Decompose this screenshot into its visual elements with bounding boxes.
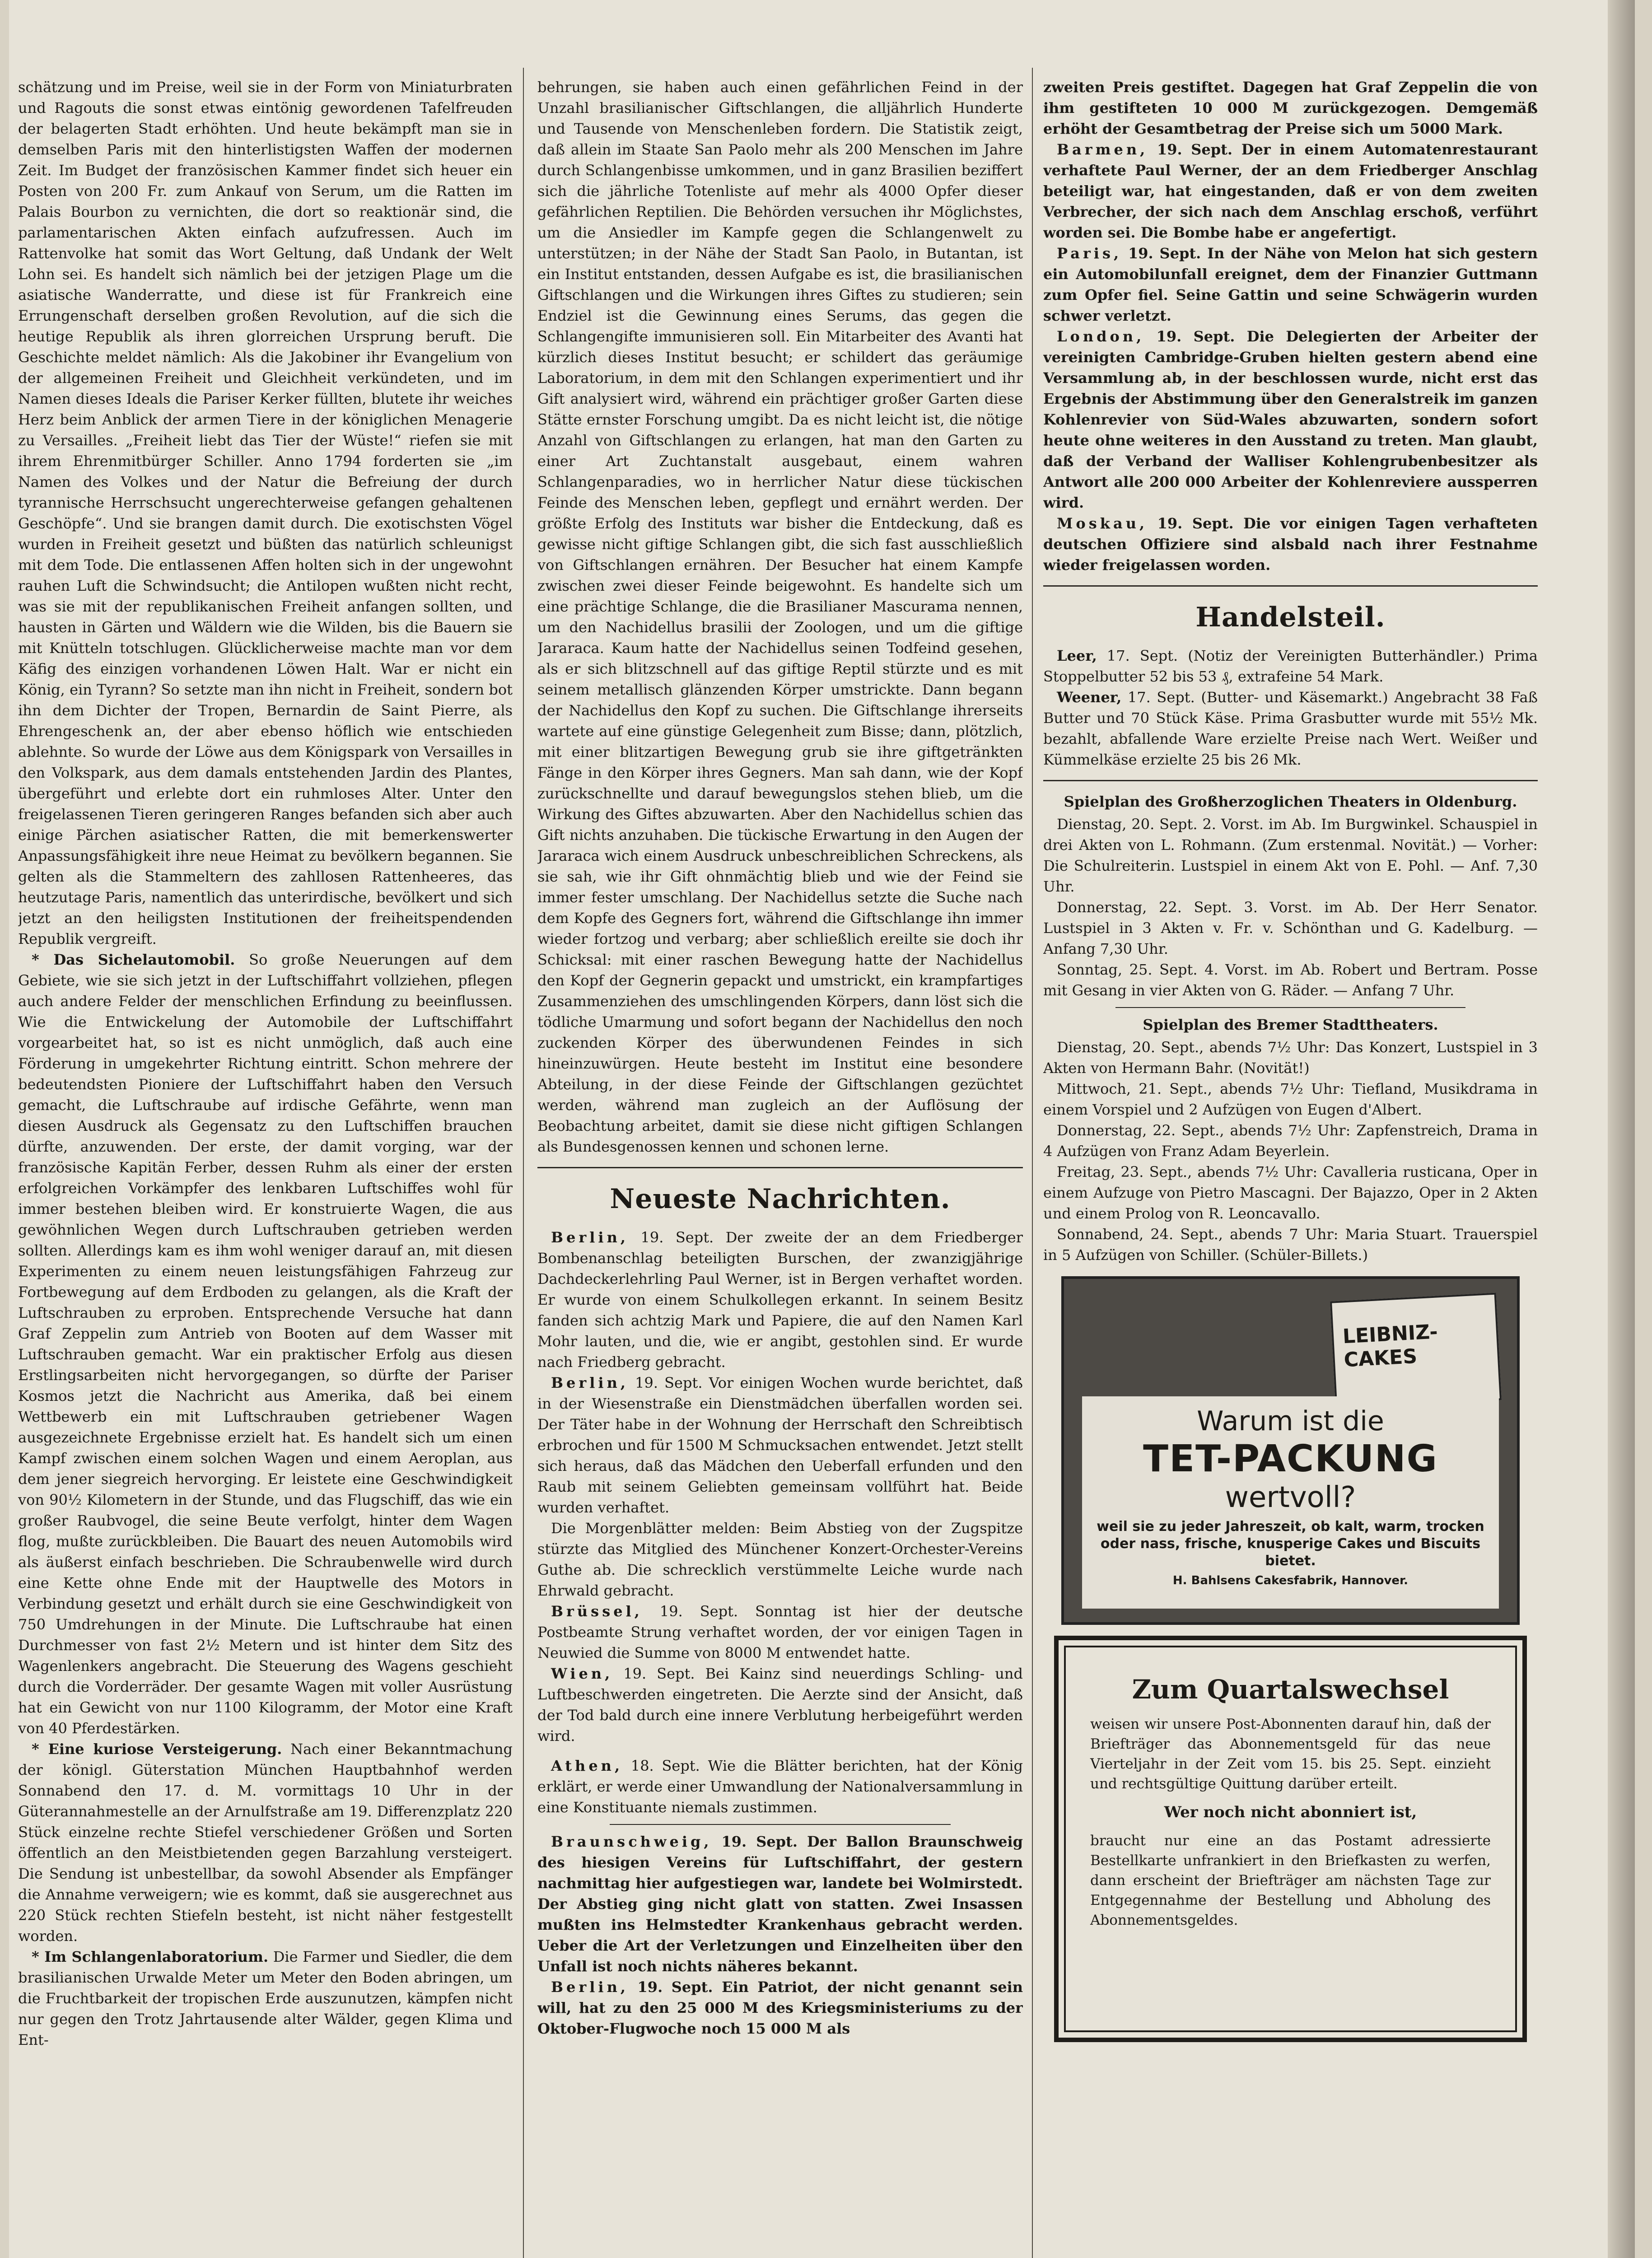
section-divider <box>537 1167 1023 1168</box>
notice-title: Zum Quartalswechsel <box>1132 1674 1449 1705</box>
section-divider <box>1043 780 1538 781</box>
divider <box>1115 1007 1465 1008</box>
news-item-bold: Barmen, 19. Sept. Der in einem Automatenrestaurant verhaftete Paul Werner, der an dem Friedberger Anschlag beteiligt war, hat eingestanden, daß er von dem zweiten Verbrecher, der sich nach dem Anschlag erschoß, verführt worden sei. Die Bombe habe er angefertigt. <box>1043 141 1538 241</box>
column-right <box>1043 77 1538 2258</box>
theater-entry: Dienstag, 20. Sept., abends 7½ Uhr: Das Konzert, Lustspiel in 3 Akten von Hermann Bahr. (Novität!) <box>1043 1039 1538 1077</box>
news-item-bold: zweiten Preis gestiftet. Dagegen hat Graf Zeppelin die von ihm gestifteten 10 000 M zurückgezogen. Demgemäß erhöht der Gesamtbetrag der Preise sich um 5000 Mark. <box>1043 79 1538 137</box>
column-rule <box>1032 68 1033 2258</box>
cakes-box-image: LEIBNIZ-CAKES <box>1330 1293 1502 1409</box>
article-title: * Eine kuriose Versteigerung. <box>32 1740 282 1758</box>
notice-text: braucht nur eine an das Postamt adressierte Bestellkarte unfrankiert in den Briefkasten zu werfen, dann erscheint der Briefträger am nächsten Tage zur Entgegennahme der Bestellung und Abholung des Abonnementsgeldes. <box>1090 1833 1491 1928</box>
article-paragraph: schätzung und im Preise, weil sie in der Form von Miniaturbraten und Ragouts die sonst etwas eintönig gewordenen Tafelfreuden der belagerten Stadt erhöhten. Und heute bekämpft man sie in demselben Paris mit den hinterlistigsten Waffen der modernen Zeit. Im Budget der französischen Kammer findet sich heuer ein Posten von 200 Fr. zum Ankauf von Serum, um die Ratten im Palais Bourbon zu vernichten, die dort so reaktionär sind, die parlamentarischen Akten einfach aufzufressen. Auch im Rattenvolke hat somit das Wort Geltung, daß Undank der Welt Lohn sei. Es handelt sich nämlich bei der jetzigen Plage um die asiatische Wanderratte, und diese ist für Frankreich eine Errungenschaft derselben großen Revolution, auf die sich die heutige Republik als ihren glorreichen Ursprung beruft. Die Geschichte meldet nämlich: Als die Jakobiner ihr Evangelium von der allgemeinen Freiheit und Gleichheit verkündeten, und im Namen dieses Ideals die Pariser Kerker füllten, blutete ihr weiches Herz beim Anblick der armen Tiere in der königlichen Menagerie zu Versailles. „Freiheit liebt das Tier der Wüste!“ riefen sie mit ihrem Ehrenmitbürger Schiller. Anno 1794 forderten sie „im Namen des Volkes und der Natur die Befreiung der durch tyrannische Herrschsucht ungerechterweise gefangen gehaltenen Geschöpfe“. Und sie brangen damit durch. Die exotischsten Vögel wurden in Freiheit gesetzt und büßten das natürlich schleunigst mit dem Tode. Die entlassenen Affen holten sich in der ungewohnt rauhen Luft die Schwindsucht; die Antilopen wußten nicht recht, was sie mit der republikanischen Freiheit anfangen sollten, und hausten in Gärten und Wäldern wie die Wilden, bis die Bauern sie mit Knütteln totschlugen. Glücklicherweise machte man vor dem Käfig des einzigen vorhandenen Löwen Halt. War er nicht ein König, ein Tyrann? So setzte man ihn nicht in Freiheit, sondern bot ihn dem Dichter der Tropen, Bernardin de Saint Pierre, als Ehrengeschenk an, der aber ebenso höflich wie entschieden ablehnte. So wurde der Löwe aus dem Königspark von Versailles in den Volkspark, aus dem damals entstehenden Jardin des Plantes, übergeführt und erlebte dort ein ruhmloses Alter. Unter den freigelassenen Tieren geringeren Ranges befanden sich aber auch einige Pärchen asiatischer Ratten, die mit bemerkenswerter Anpassungsfähigkeit ihre neue Heimat zu bevölkern begannen. Sie gelten als die Stammeltern des zahllosen Rattenheeres, das heutzutage Paris, namentlich das unterirdische, bevölkert und sich jetzt an den heiligsten Institutionen der freiheitspendenden Republik vergreift. <box>18 79 513 947</box>
ad-text-panel: Warum ist die TET-PACKUNG wertvoll? weil sie zu jeder Jahreszeit, ob kalt, warm, trocken oder nass, frische, knusperige Cakes und Biscuits bietet. H. Bahlsens Cakesfabrik, Hannover. <box>1082 1396 1499 1609</box>
column-middle <box>537 77 1023 2258</box>
column-rule <box>523 68 524 2258</box>
news-item: Berlin, 19. Sept. Der zweite der an dem Friedberger Bombenanschlag beteiligten Burschen, der zwanzigjährige Dachdeckerlehrling Paul Werner, ist in Bergen verhaftet worden. Er wurde von einem Schulkollegen erkannt. In seinem Besitz fanden sich achtzig Mark und Papiere, die auf den Namen Karl Mohr lauten, und die, wie er angibt, gestohlen sind. Er wurde nach Friedberg gebracht. <box>537 1229 1023 1371</box>
theater-bremen-title: Spielplan des Bremer Stadttheaters. <box>1143 1016 1438 1033</box>
news-heading: Neueste Nachrichten. <box>610 1183 951 1215</box>
trade-heading: Handelsteil. <box>1195 602 1386 633</box>
article-title: * Das Sichelautomobil. <box>32 951 235 968</box>
theater-entry: Donnerstag, 22. Sept. 3. Vorst. im Ab. Der Herr Senator. Lustspiel in 3 Akten v. Fr. v. Schönthan und G. Kadelburg. — Anfang 7,30 Uhr. <box>1043 899 1538 957</box>
theater-entry: Freitag, 23. Sept., abends 7½ Uhr: Cavalleria rusticana, Oper in einem Aufzuge von Pietro Mascagni. Der Bajazzo, Oper in 2 Akten und einem Prolog von R. Leoncavallo. <box>1043 1163 1538 1222</box>
quartalswechsel-notice <box>1054 1636 1527 2042</box>
news-item: Berlin, 19. Sept. Vor einigen Wochen wurde berichtet, daß in der Wiesenstraße ein Dienstmädchen überfallen worden sei. Der Täter habe in der Wohnung der Herrschaft den Schreibtisch erbrochen und für 1500 M Schmucksachen entwendet. Jetzt stellt sich heraus, daß das Mädchen den Ueberfall erfunden und den Raub mit seinem Geliebten gemeinsam vollführt hat. Beide wurden verhaftet. <box>537 1374 1023 1516</box>
theater-entry: Sonntag, 25. Sept. 4. Vorst. im Ab. Robert und Bertram. Posse mit Gesang in vier Akten von G. Räder. — Anfang 7 Uhr. <box>1043 961 1538 999</box>
notice-text: weisen wir unsere Post-Abonnenten darauf hin, daß der Briefträger das Abonnementsgeld für das neue Vierteljahr in der Zeit vom 15. bis 25. Sept. einzieht und rechtsgültige Quittung darüber erteilt. <box>1090 1716 1491 1792</box>
article-title: * Im Schlangenlaboratorium. <box>32 1948 269 1965</box>
news-item: Brüssel, 19. Sept. Sonntag ist hier der deutsche Postbeamte Strung verhaftet worden, der vor einigen Tagen in Neuwied die Summe von 8000 M entwendet hatte. <box>537 1603 1023 1661</box>
tet-packung-advertisement <box>1061 1276 1520 1625</box>
news-item-bold: Berlin, 19. Sept. Ein Patriot, der nicht genannt sein will, hat zu den 25 000 M des Kriegsministeriums zu der Oktober-Flugwoche noch 15 000 M als <box>537 1978 1023 2037</box>
news-item-bold: Moskau, 19. Sept. Die vor einigen Tagen verhafteten deutschen Offiziere sind alsbald nach ihrer Festnahme wieder freigelassen worden. <box>1043 515 1538 574</box>
article-schlangenlaboratorium: * Im Schlangenlaboratorium. Die Farmer und Siedler, die dem brasilianischen Urwalde Meter um Meter den Boden abringen, um die Fruchtbarkeit der tropischen Erde auszunutzen, kämpfen nicht nur gegen den Trotz Jahrtausende alter Wälder, gegen Klima und Ent- <box>18 1948 513 2048</box>
column-left <box>18 77 513 2258</box>
trade-item: Weener, 17. Sept. (Butter- und Käsemarkt.) Angebracht 38 Faß Butter und 70 Stück Käse. Prima Grasbutter wurde mit 55½ Mk. bezahlt, abfallende Ware erzielte Preise nach Wert. Weißer und Kümmelkäse erzielte 25 bis 26 Mk. <box>1043 689 1538 768</box>
news-item-bold: London, 19. Sept. Die Delegierten der Arbeiter der vereinigten Cambridge-Gruben hielten gestern abend eine Versammlung ab, in der beschlossen wurde, nicht erst das Ergebnis der Abstimmung über den Generalstreik im ganzen Kohlenrevier von Süd-Wales abzuwarten, sondern sofort heute ohne weiteres in den Ausstand zu treten. Man glaubt, daß der Verband der Walliser Kohlengrubenbesitzer als Antwort alle 200 000 Arbeiter der Kohlenreviere aussperren wird. <box>1043 328 1538 511</box>
theater-oldenburg-title: Spielplan des Großherzoglichen Theaters in Oldenburg. <box>1064 793 1517 810</box>
theater-entry: Mittwoch, 21. Sept., abends 7½ Uhr: Tiefland, Musikdrama in einem Vorspiel und 2 Aufzügen von Eugen d'Albert. <box>1043 1080 1538 1118</box>
theater-entry: Sonnabend, 24. Sept., abends 7 Uhr: Maria Stuart. Trauerspiel in 5 Aufzügen von Schiller. (Schüler-Billets.) <box>1043 1226 1538 1264</box>
theater-entry: Dienstag, 20. Sept. 2. Vorst. im Ab. Im Burgwinkel. Schauspiel in drei Akten von L. Rohmann. (Zum erstenmal. Novität.) — Vorher: Die Schulreiterin. Lustspiel in einem Akt von E. Pohl. — Anf. 7,30 Uhr. <box>1043 816 1538 895</box>
trade-item: Leer, 17. Sept. (Notiz der Vereinigten Butterhändler.) Prima Stoppelbutter 52 bis 53 ₰, extrafeine 54 Mark. <box>1043 647 1538 685</box>
article-paragraph: behrungen, sie haben auch einen gefährlichen Feind in der Unzahl brasilianischer Giftschlangen, die alljährlich Hunderte und Tausende von Menschenleben fordern. Die Statistik zeigt, daß allein im Staate San Paolo mehr als 200 Menschen im Jahre durch Schlangenbisse umkommen, und in ganz Brasilien beziffert sich die jährliche Totenliste auf mehr als 4000 Opfer dieser gefährlichen Reptilien. Die Behörden versuchen ihr Möglichstes, um die Ansiedler im Kampfe gegen die Schlangenwelt zu unterstützen; in der Nähe der Stadt San Paolo, in Butantan, ist ein Institut entstanden, dessen Aufgabe es ist, die brasilianischen Giftschlangen und die Wirkungen ihres Giftes zu studieren; sein Endziel ist die Gewinnung eines Serums, das gegen die Schlangengifte immunisieren soll. Ein Mitarbeiter des Avanti hat kürzlich dieses Institut besucht; er schildert das geräumige Laboratorium, in dem mit den Schlangen experimentiert und ihr Gift analysiert wird, während ein prächtiger großer Garten diese Stätte ernster Forschung umgibt. Da es nicht leicht ist, die nötige Anzahl von Giftschlangen zu erlangen, hat man den Garten zu einer Art Zuchtanstalt ausgebaut, einem wahren Schlangenparadies, wo in herrlicher Natur diese tückischen Feinde des Menschen leben, gepflegt und ernährt werden. Der größte Erfolg des Instituts war bisher die Entdeckung, daß es gewisse nicht giftige Schlangen gibt, die sich fast ausschließlich von Giftschlangen ernähren. Der Besucher hat einem Kampfe zwischen zwei dieser Feinde beigewohnt. Es handelte sich um eine prächtige Schlange, die die Brasilianer Mascurama nennen, um den Nachidellus brasilii der Zoologen, und um die giftige Jararaca. Kaum hatte der Nachidellus seinen Todfeind gesehen, als er sich blitzschnell auf das giftige Reptil stürzte und es mit seinem metallisch glänzenden Körper umstrickte. Dann begann der Nachidellus den Kopf zu suchen. Die Giftschlange ihrerseits wartete auf eine günstige Gelegenheit zum Bisse; dann, plötzlich, mit einer blitzartigen Bewegung grub sie ihre giftgetränkten Fänge in den Körper ihres Gegners. Man sah dann, wie der Kopf zurückschnellte und darauf bewegungslos stehen blieb, um die Wirkung des Giftes abzuwarten. Aber den Nachidellus schien das Gift nichts anzuhaben. Die tückische Erwartung in den Augen der Jararaca wich einem Ausdruck unbeschreiblichen Schreckens, als sie sah, wie ihr Gift ohnmächtig blieb und wie der Feind sie immer fester umschlang. Der Nachidellus setzte die Suche nach dem Kopfe des Gegners fort, während die Giftschlange ihn immer wieder fortzog und verbarg; aber schließlich ereilte sie doch ihr Schicksal: mit einer raschen Bewegung hatte der Nachidellus den Kopf der Gegnerin gepackt und umstrickt, ein krampfartiges Zusammenziehen des umschlingenden Körpers, dann löst sich die tödliche Umarmung und sofort begann der Nachidellus den noch zuckenden Körper des überwundenen Feindes in sich hineinzuwürgen. Heute besteht im Institut eine besondere Abteilung, in der diese Feinde der Giftschlangen gezüchtet werden, während man zugleich an der Auflösung der Beobachtung arbeitet, damit sie diese nicht giftigen Schlangen als Bundesgenossen kennen und schonen lerne. <box>537 79 1023 1155</box>
notice-subtitle: Wer noch nicht abonniert ist, <box>1164 1803 1417 1821</box>
news-item: Die Morgenblätter melden: Beim Abstieg von der Zugspitze stürzte das Mitglied des Münchener Konzert-Orchester-Vereins Guthe ab. Die schrecklich verstümmelte Leiche wurde nach Ehrwald gebracht. <box>537 1520 1023 1599</box>
news-item: Wien, 19. Sept. Bei Kainz sind neuerdings Schling- und Luftbeschwerden eingetreten. Die Aerzte sind der Ansicht, daß der Tod bald durch eine innere Verblutung herbeigeführt werden wird. <box>537 1665 1023 1745</box>
page-edge-shadow <box>1608 0 1635 2258</box>
news-item-bold: Paris, 19. Sept. In der Nähe von Melon hat sich gestern ein Automobilunfall ereignet, dem der Finanzier Guttmann zum Opfer fiel. Seine Gattin und seine Schwägerin wurden schwer verletzt. <box>1043 245 1538 324</box>
article-versteigerung: * Eine kuriose Versteigerung. Nach einer Bekanntmachung der königl. Güterstation München Hauptbahnhof werden Sonnabend den 17. d. M. vormittags 10 Uhr in der Güterannahmestelle an der Arnulfstraße am 19. Differenzplatz 220 Stück einzelne rechte Stiefel verschiedener Größen und Sorten öffentlich an den Meistbietenden gegen Barzahlung versteigert. Die Sendung ist unbestellbar, da sowohl Absender als Empfänger die Annahme verweigern; wie es kommt, daß sie ausgerechnet aus 220 Stück rechten Stiefeln besteht, ist nicht näher festgestellt worden. <box>18 1740 513 1945</box>
newspaper-page <box>9 0 1635 2258</box>
news-item: Athen, 18. Sept. Wie die Blätter berichten, hat der König erklärt, er werde einer Umwandlung der Nationalversammlung in eine Konstituante niemals zustimmen. <box>537 1757 1023 1816</box>
article-sichelautomobil: * Das Sichelautomobil. So große Neuerungen auf dem Gebiete, wie sie sich jetzt in der Luftschiffahrt vollziehen, pflegen auch andere Felder der menschlichen Erfindung zu beeinflussen. Wie die Entwickelung der Automobile der Luftschiffahrt vorgearbeitet hat, so ist es nicht unmöglich, daß auch eine Förderung in umgekehrter Richtung eintritt. Schon mehrere der bedeutendsten Pioniere der Luftschiffahrt haben den Versuch gemacht, die Luftschraube auf irdische Gefährte, wenn man diesen Ausdruck als Gegensatz zu den Luftschiffen brauchen dürfte, anzuwenden. Der erste, der damit vorging, war der französische Kapitän Ferber, dessen Ruhm als einer der ersten erfolgreichen Vorkämpfer des lenkbaren Luftschiffes wohl für immer bestehen bleiben wird. Er konstruierte Wagen, die aus gewöhnlichen Wegen durch Luftschrauben getrieben werden sollten. Allerdings kam es ihm wohl weniger darauf an, mit diesen Experimenten zu einem neuen leistungsfähigen Fahrzeug zur Fortbewegung auf dem Erdboden zu gelangen, als die Kraft der Luftschrauben zu erproben. Entsprechende Versuche hat dann Graf Zeppelin zum Antrieb von Booten auf dem Wasser mit Luftschrauben gemacht. War ein praktischer Erfolg aus diesen Erstlingsarbeiten nicht hervorgegangen, so dürfte der Pariser Kosmos jetzt die Nachricht aus Amerika, daß bei einem Wettbewerb ein mit Luftschrauben getriebener Wagen ausgezeichnete Ergebnisse erzielt hat. Es handelt sich um einen Kampf zwischen einem solchen Wagen und einem Aeroplan, aus dem jener siegreich hervorging. Er leistete eine Geschwindigkeit von 90½ Kilometern in der Stunde, und das Flugschiff, das wie ein großer Raubvogel, die seine Beute verfolgt, hinter dem Wagen flog, mußte zurückbleiben. Die Bauart des neuen Automobils wird als äußerst einfach beschrieben. Die Schraubenwelle wird durch eine Kette ohne Ende mit der Hauptwelle des Motors in Verbindung gesetzt und erhält durch sie eine Geschwindigkeit von 750 Umdrehungen in der Minute. Die Luftschraube hat einen Durchmesser von fast 2½ Metern und ist hinter dem Sitz des Wagenlenkers angebracht. Die Steuerung des Wagens geschieht durch die Vorderräder. Der gesamte Wagen mit voller Ausrüstung hat ein Gewicht von nur 1100 Kilogramm, der Motor eine Kraft von 40 Pferdestärken. <box>18 951 513 1737</box>
section-divider <box>1043 585 1538 587</box>
divider <box>610 1824 951 1825</box>
news-item-bold: Braunschweig, 19. Sept. Der Ballon Braunschweig des hiesigen Vereins für Luftschiffahrt, der gestern nachmittag hier aufgestiegen war, landete bei Wolmirstedt. Der Abstieg ging nicht glatt von statten. Zwei Insassen mußten ins Helmstedter Krankenhaus gebracht werden. Ueber die Art der Verletzungen und Einzelheiten über den Unfall ist noch nichts näheres bekannt. <box>537 1833 1023 1975</box>
theater-entry: Donnerstag, 22. Sept., abends 7½ Uhr: Zapfenstreich, Drama in 4 Aufzügen von Franz Adam Beyerlein. <box>1043 1122 1538 1160</box>
